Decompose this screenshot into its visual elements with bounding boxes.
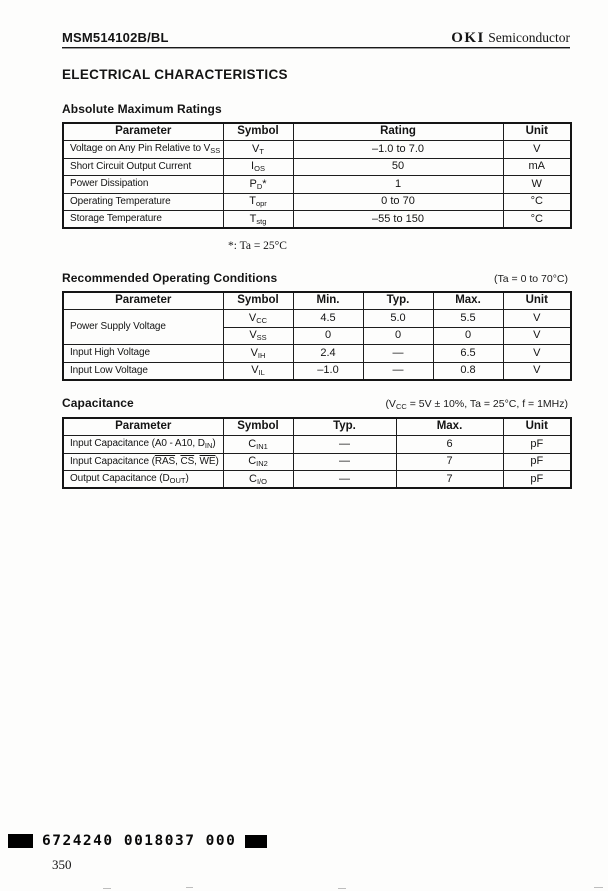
page-header xyxy=(62,30,570,47)
col-header-min: Min. xyxy=(293,292,363,310)
cell-symbol: $P_D*$ xyxy=(223,176,293,194)
col-header-unit: Unit xyxy=(503,123,571,141)
cell-typ: 0 xyxy=(363,327,433,345)
table-row xyxy=(63,436,571,454)
rec-op-section-header xyxy=(62,271,568,285)
cell-parameter: Operating Temperature xyxy=(63,193,223,211)
cell-symbol: $C_{IN1}$ xyxy=(223,436,293,454)
col-header-typ: Typ. xyxy=(363,292,433,310)
cell-max: 6.5 xyxy=(433,345,503,363)
abs-max-title: Absolute Maximum Ratings xyxy=(62,102,222,116)
cell-symbol: $I_{OS}$ xyxy=(223,158,293,176)
cell-typ: — xyxy=(293,436,396,454)
cell-unit: V xyxy=(503,345,571,363)
scan-artifact xyxy=(103,888,111,889)
col-header-symbol: Symbol xyxy=(223,123,293,141)
cell-symbol: $T_{stg}$ xyxy=(223,211,293,229)
abs-max-table xyxy=(62,122,572,229)
abs-max-footnote: *: Ta = 25°C xyxy=(228,240,287,252)
cell-min: 2.4 xyxy=(293,345,363,363)
cell-rating: –55 to 150 xyxy=(293,211,503,229)
cell-rating: –1.0 to 7.0 xyxy=(293,141,503,159)
table-header-row xyxy=(63,418,571,436)
cell-parameter: Input Capacitance (A0 - A10, $D_{IN}$) xyxy=(63,436,223,454)
page-title: ELECTRICAL CHARACTERISTICS xyxy=(62,67,288,82)
cell-symbol: $T_{opr}$ xyxy=(223,193,293,211)
col-header-unit: Unit xyxy=(503,292,571,310)
table-row xyxy=(63,453,571,471)
col-header-parameter: Parameter xyxy=(63,418,223,436)
cell-max: 7 xyxy=(396,471,503,489)
cell-symbol: $V_{IH}$ xyxy=(223,345,293,363)
col-header-max: Max. xyxy=(396,418,503,436)
cell-typ: — xyxy=(363,362,433,380)
cell-min: 4.5 xyxy=(293,310,363,328)
cell-typ: — xyxy=(293,453,396,471)
cell-unit: V xyxy=(503,141,571,159)
cell-rating: 50 xyxy=(293,158,503,176)
cell-unit: °C xyxy=(503,211,571,229)
capacitance-condition: ($V_{CC} = 5V \pm 10\%$, Ta = 25°C, f = 1MHz) xyxy=(385,398,568,411)
cell-typ: 5.0 xyxy=(363,310,433,328)
cell-parameter: Input Low Voltage xyxy=(63,362,223,380)
footer-code-line xyxy=(8,833,267,849)
cell-unit: pF xyxy=(503,471,571,489)
cell-unit: V xyxy=(503,362,571,380)
cell-unit: mA xyxy=(503,158,571,176)
capacitance-table xyxy=(62,417,572,489)
cell-parameter: Storage Temperature xyxy=(63,211,223,229)
cell-symbol: $C_{IN2}$ xyxy=(223,453,293,471)
col-header-max: Max. xyxy=(433,292,503,310)
page-number: 350 xyxy=(52,857,72,872)
brand-logo-text: OKI xyxy=(451,30,485,46)
cell-max: 5.5 xyxy=(433,310,503,328)
cell-symbol: $V_{IL}$ xyxy=(223,362,293,380)
abs-max-section-header xyxy=(62,102,568,116)
cell-unit: V xyxy=(503,310,571,328)
col-header-symbol: Symbol xyxy=(223,292,293,310)
rec-op-condition: (Ta = 0 to 70°C) xyxy=(494,273,568,285)
table-row xyxy=(63,211,571,229)
rec-op-title: Recommended Operating Conditions xyxy=(62,271,278,285)
col-header-parameter: Parameter xyxy=(63,292,223,310)
col-header-unit: Unit xyxy=(503,418,571,436)
rec-op-table xyxy=(62,291,572,381)
cell-rating: 0 to 70 xyxy=(293,193,503,211)
cell-symbol: $V_{CC}$ xyxy=(223,310,293,328)
table-header-row xyxy=(63,292,571,310)
table-row xyxy=(63,345,571,363)
table-row xyxy=(63,176,571,194)
cell-parameter: Input Capacitance ($\overline{RAS}$, $\overline{CS}$, $\overline{WE}$) xyxy=(63,453,223,471)
barcode-block-left xyxy=(8,834,33,848)
cell-typ: — xyxy=(363,345,433,363)
table-row xyxy=(63,471,571,489)
cell-symbol: $V_T$ xyxy=(223,141,293,159)
col-header-symbol: Symbol xyxy=(223,418,293,436)
capacitance-title: Capacitance xyxy=(62,396,134,410)
cell-min: –1.0 xyxy=(293,362,363,380)
cell-min: 0 xyxy=(293,327,363,345)
cell-unit: V xyxy=(503,327,571,345)
col-header-parameter: Parameter xyxy=(63,123,223,141)
cell-parameter: Voltage on Any Pin Relative to $V_{SS}$ xyxy=(63,141,223,159)
brand-lockup xyxy=(451,30,570,47)
document-id: MSM514102B/BL xyxy=(62,30,169,45)
brand-suffix: Semiconductor xyxy=(484,30,570,45)
cell-parameter: Short Circuit Output Current xyxy=(63,158,223,176)
table-row xyxy=(63,158,571,176)
scan-artifact xyxy=(186,887,193,888)
cell-typ: — xyxy=(293,471,396,489)
cell-max: 6 xyxy=(396,436,503,454)
header-rule xyxy=(62,47,570,49)
cell-symbol: $C_{I/O}$ xyxy=(223,471,293,489)
cell-parameter-group: Power Supply Voltage xyxy=(63,310,223,345)
col-header-typ: Typ. xyxy=(293,418,396,436)
cell-max: 0 xyxy=(433,327,503,345)
scan-artifact xyxy=(338,888,346,889)
cell-unit: pF xyxy=(503,436,571,454)
cell-max: 7 xyxy=(396,453,503,471)
table-header-row xyxy=(63,123,571,141)
cell-parameter: Output Capacitance $(D_{OUT})$ xyxy=(63,471,223,489)
cell-rating: 1 xyxy=(293,176,503,194)
capacitance-section-header xyxy=(62,396,568,410)
cell-unit: °C xyxy=(503,193,571,211)
cell-unit: pF xyxy=(503,453,571,471)
cell-unit: W xyxy=(503,176,571,194)
footer-code-text: 6724240 0018037 000 xyxy=(42,833,237,849)
cell-max: 0.8 xyxy=(433,362,503,380)
cell-parameter: Power Dissipation xyxy=(63,176,223,194)
table-row xyxy=(63,362,571,380)
cell-symbol: $V_{SS}$ xyxy=(223,327,293,345)
cell-parameter: Input High Voltage xyxy=(63,345,223,363)
table-row xyxy=(63,193,571,211)
table-row xyxy=(63,141,571,159)
barcode-block-right xyxy=(245,835,267,848)
col-header-rating: Rating xyxy=(293,123,503,141)
scan-artifact xyxy=(594,887,603,888)
table-row xyxy=(63,310,571,328)
